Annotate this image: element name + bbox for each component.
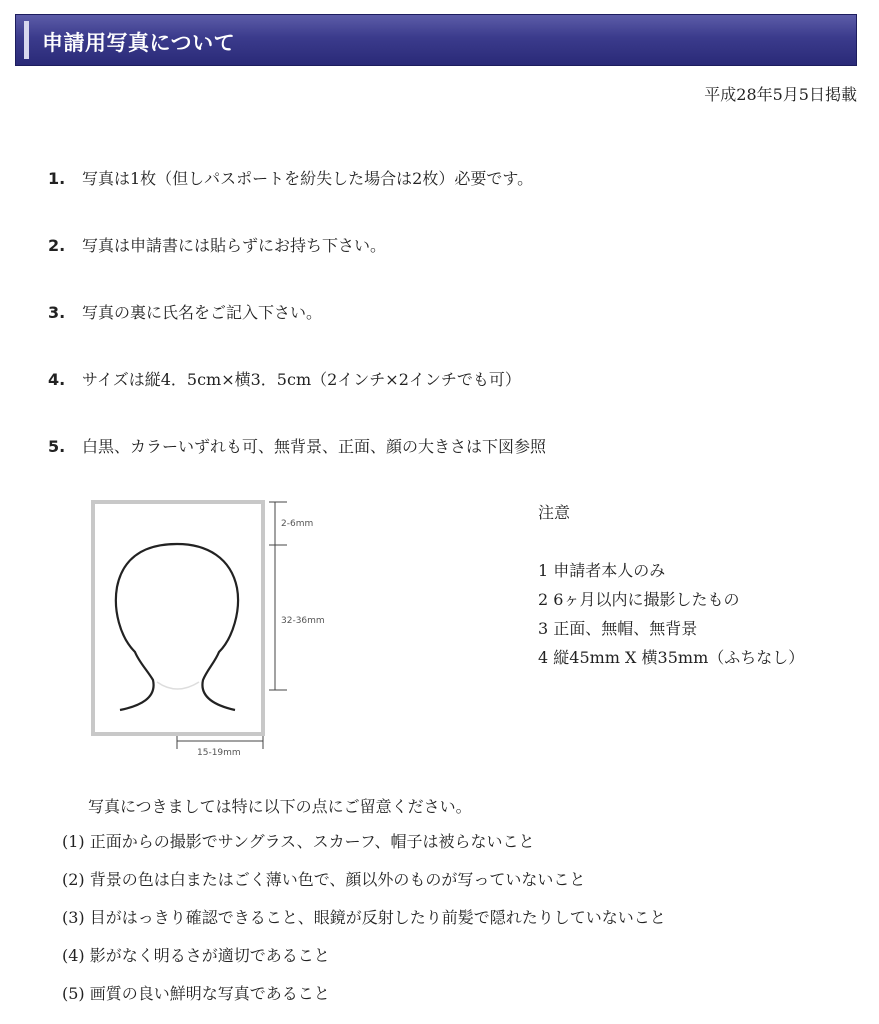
point-item: (3) 目がはっきり確認できること、眼鏡が反射したり前髪で隠れたりしていないこと	[62, 908, 666, 927]
photo-size-diagram	[85, 492, 385, 762]
requirement-item	[48, 168, 848, 235]
points-list	[62, 830, 666, 1020]
requirements-list	[48, 168, 848, 503]
requirement-number: 4.	[48, 370, 66, 389]
page-title: 申請用写真について	[42, 31, 236, 55]
point-item: (1) 正面からの撮影でサングラス、スカーフ、帽子は被らないこと	[62, 832, 535, 851]
page-header	[15, 14, 857, 66]
requirement-number: 1.	[48, 169, 66, 188]
publication-date: 平成28年5月5日掲載	[704, 85, 857, 104]
face-width-label: 15-19mm	[197, 748, 241, 758]
points-intro: 写真につきましては特に以下の点にご留意ください。	[88, 797, 472, 816]
requirement-text: 写真は1枚（但しパスポートを紛失した場合は2枚）必要です。	[82, 169, 534, 188]
requirement-number: 5.	[48, 437, 66, 456]
note-item: 4 縦45mm X 横35mm（ふちなし）	[538, 648, 805, 667]
top-margin-label: 2-6mm	[281, 519, 314, 529]
point-item: (4) 影がなく明るさが適切であること	[62, 946, 330, 965]
requirement-number: 3.	[48, 303, 66, 322]
note-item: 2 6ヶ月以内に撮影したもの	[538, 590, 740, 609]
notes-title: 注意	[538, 503, 571, 522]
requirement-item	[48, 369, 848, 436]
requirement-item	[48, 235, 848, 302]
requirement-text: 白黒、カラーいずれも可、無背景、正面、顔の大きさは下図参照	[82, 437, 547, 456]
requirement-text: 写真の裏に氏名をご記入下さい。	[82, 303, 323, 322]
point-item: (5) 画質の良い鮮明な写真であること	[62, 984, 330, 1003]
note-item: 1 申請者本人のみ	[538, 561, 666, 580]
point-item: (2) 背景の色は白またはごく薄い色で、顔以外のものが写っていないこと	[62, 870, 586, 889]
note-item: 3 正面、無帽、無背景	[538, 619, 698, 638]
requirement-item	[48, 302, 848, 369]
notes-box	[538, 498, 804, 672]
face-height-label: 32-36mm	[281, 616, 325, 626]
requirement-number: 2.	[48, 236, 66, 255]
header-accent-stripe	[24, 21, 29, 59]
requirement-text: 写真は申請書には貼らずにお持ち下さい。	[82, 236, 387, 255]
requirement-text: サイズは縦4．5cm×横3．5cm（2インチ×2インチでも可）	[82, 370, 521, 389]
